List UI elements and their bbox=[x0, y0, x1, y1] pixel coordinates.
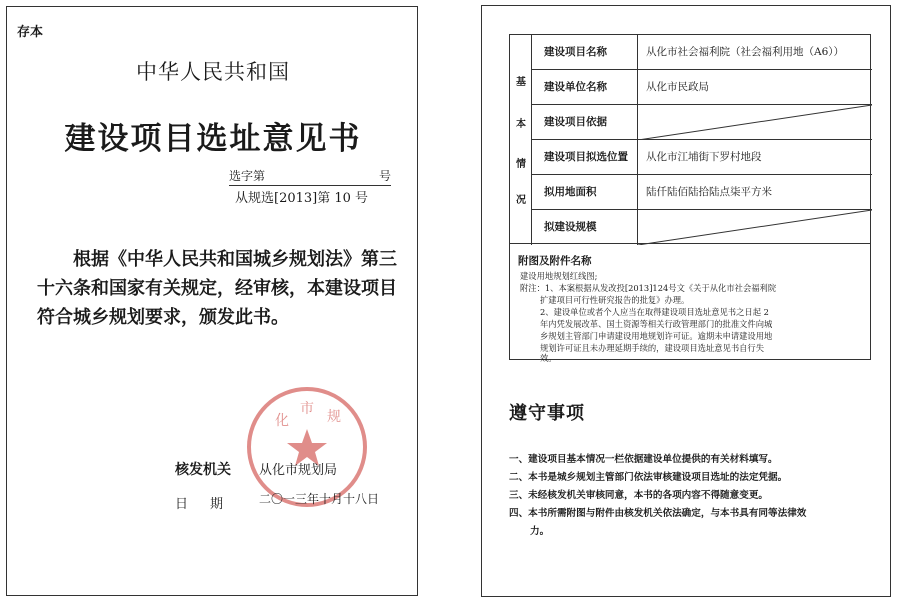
attachment-line: 效。 bbox=[540, 353, 557, 363]
rule-item: 四、本书所需附图与附件由核发机关依法确定，与本书具有同等法律效 bbox=[509, 508, 807, 519]
seal-char: 规 bbox=[327, 409, 341, 425]
date-label: 日期 bbox=[175, 497, 246, 512]
attachments-title: 附图及附件名称 bbox=[518, 255, 592, 267]
country-name: 中华人民共和国 bbox=[136, 60, 290, 84]
side-label-char: 情 bbox=[516, 159, 526, 170]
serial-number-line bbox=[229, 167, 391, 186]
row-label: 建设项目拟选位置 bbox=[532, 140, 638, 174]
side-label-char: 基 bbox=[516, 77, 526, 88]
row-value: 从化市民政局 bbox=[646, 81, 709, 93]
attachment-line: 建设用地规划红线图; bbox=[520, 271, 598, 281]
side-label-char: 况 bbox=[516, 195, 526, 206]
attachment-line: 扩建项目可行性研究报告的批复》办理。 bbox=[540, 295, 690, 305]
issuer-name: 从化市规划局 bbox=[259, 463, 338, 478]
copy-label: 存本 bbox=[17, 25, 44, 40]
serial-number-label: 号 bbox=[378, 169, 391, 183]
row-label: 建设单位名称 bbox=[532, 70, 638, 104]
attachment-line: 乡规划主管部门申请建设用地规划许可证。逾期未申请建设用地 bbox=[540, 331, 773, 341]
certificate-front-page bbox=[6, 6, 418, 596]
attachment-line: 规划许可证且未办理延期手续的，建设项目选址意见书自行失 bbox=[540, 343, 765, 353]
basic-info-table bbox=[509, 34, 871, 244]
row-label: 建设项目依据 bbox=[532, 105, 638, 139]
issue-date: 二〇一三年十月十八日 bbox=[259, 492, 380, 506]
attachments-box bbox=[509, 244, 871, 363]
seal-char: 市 bbox=[300, 401, 314, 417]
row-value: 从化市江埔街下罗村地段 bbox=[646, 151, 762, 163]
row-label: 拟建设规模 bbox=[532, 210, 638, 245]
attachment-line: 2、建设单位或者个人应当在取得建设项目选址意见书之日起 2 bbox=[540, 307, 769, 317]
issuer-label: 核发机关 bbox=[175, 462, 231, 478]
row-value: 陆仟陆佰陆拾陆点柒平方米 bbox=[646, 186, 772, 198]
table-row bbox=[532, 35, 872, 70]
rule-item: 二、本书是城乡规划主管部门依法审核建设项目选址的法定凭据。 bbox=[509, 472, 788, 483]
serial-label: 选字第 bbox=[229, 169, 266, 183]
rule-item: 力。 bbox=[530, 526, 550, 537]
table-row bbox=[532, 175, 872, 210]
certificate-body-text: 根据《中华人民共和国城乡规划法》第三十六条和国家有关规定，经审核，本建设项目符合城乡规划要求，颁发此书。 bbox=[37, 249, 397, 328]
basic-info-side-label bbox=[510, 35, 532, 245]
certificate-back-page bbox=[481, 5, 891, 597]
document-title: 建设项目选址意见书 bbox=[64, 121, 362, 157]
table-row bbox=[532, 140, 872, 175]
seal-char: 化 bbox=[275, 413, 289, 429]
table-row bbox=[532, 105, 872, 140]
attachment-line: 年内凭发展改革、国土资源等相关行政管理部门的批准文件向城 bbox=[540, 319, 773, 329]
table-row bbox=[532, 210, 872, 245]
row-value: 从化市社会福利院（社会福利用地（A6）） bbox=[646, 46, 845, 58]
empty-cell-slash bbox=[638, 210, 872, 245]
row-label: 建设项目名称 bbox=[532, 35, 638, 69]
empty-cell-slash bbox=[638, 105, 872, 140]
attachment-line: 附注：1、本案根据从发改投[2013]124号文《关于从化市社会福利院 bbox=[520, 283, 777, 293]
rule-item: 一、建设项目基本情况一栏依据建设单位提供的有关材料填写。 bbox=[509, 454, 778, 465]
document-number: 从规选[2013]第 10 号 bbox=[235, 191, 369, 206]
row-label: 拟用地面积 bbox=[532, 175, 638, 209]
side-label-char: 本 bbox=[516, 119, 526, 130]
rule-item: 三、未经核发机关审核同意，本书的各项内容不得随意变更。 bbox=[509, 490, 769, 501]
table-row bbox=[532, 70, 872, 105]
rules-title: 遵守事项 bbox=[509, 403, 585, 424]
